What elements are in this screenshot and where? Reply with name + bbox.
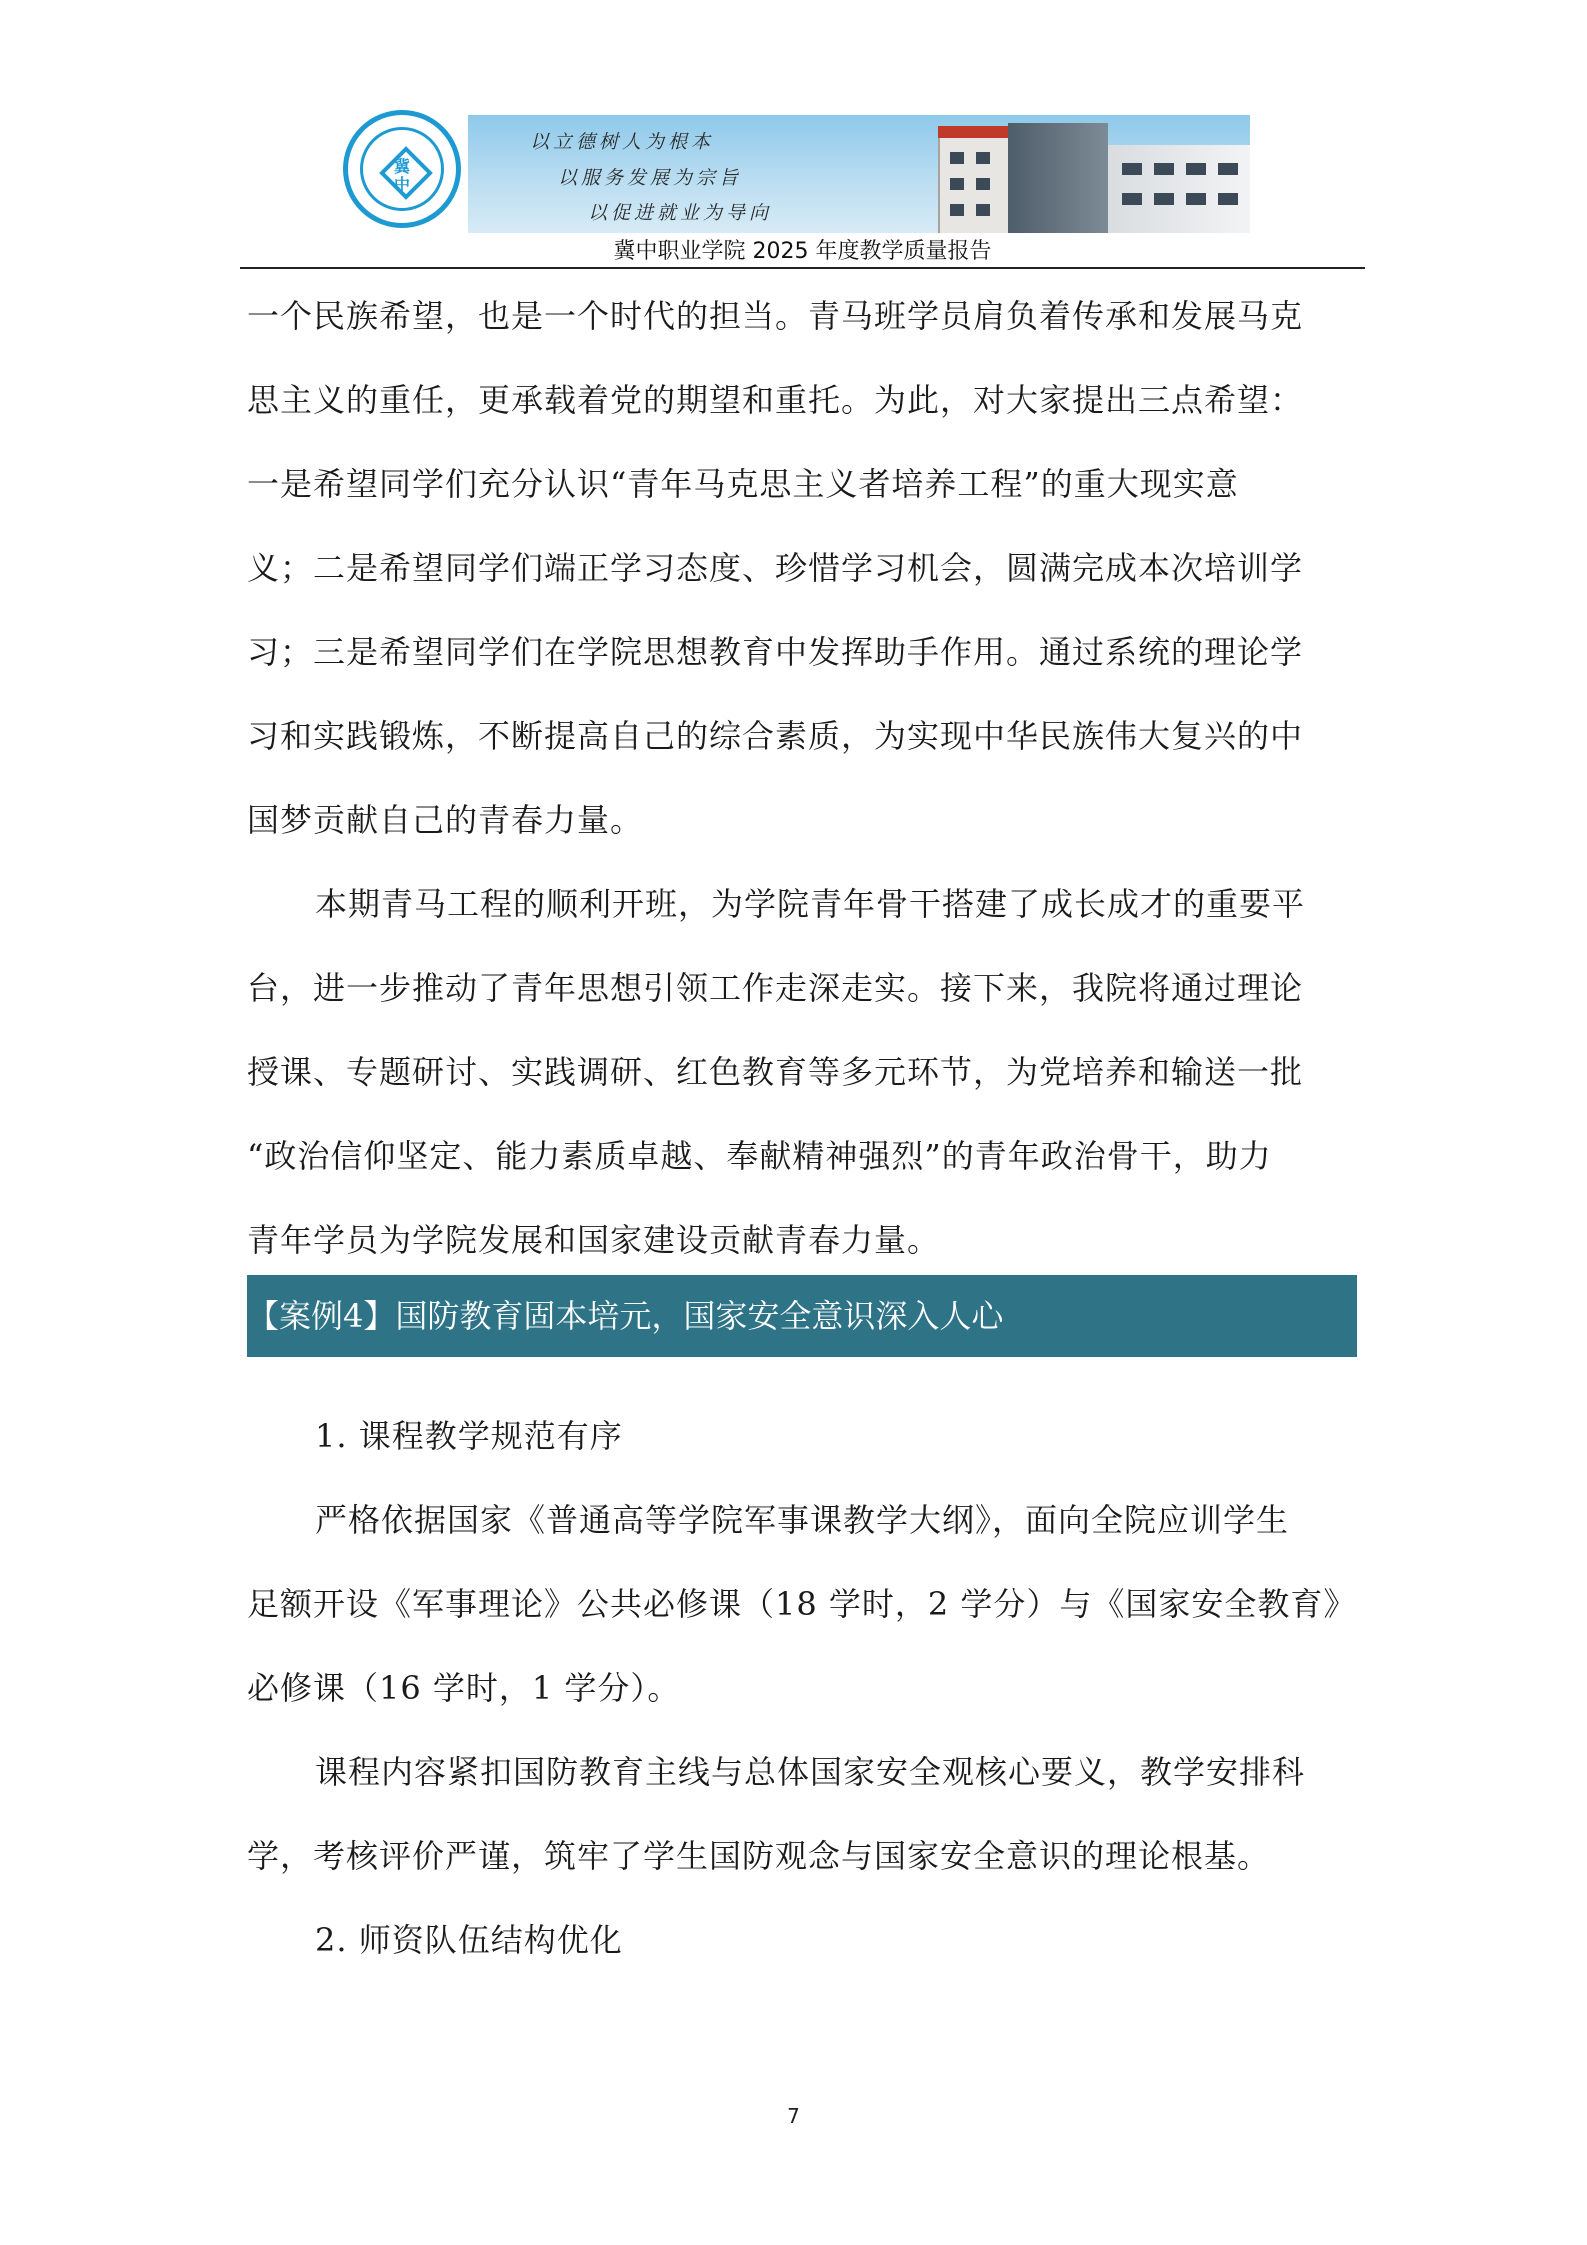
text-line: 思主义的重任，更承载着党的期望和重托。为此，对大家提出三点希望： bbox=[247, 381, 1304, 419]
paragraph-3 bbox=[247, 1494, 1357, 1746]
main-content bbox=[247, 290, 1357, 1298]
paragraph-4 bbox=[247, 1746, 1357, 1914]
header-divider bbox=[240, 267, 1365, 269]
text-line: 足额开设《军事理论》公共必修课（18 学时，2 学分）与《国家安全教育》 bbox=[247, 1585, 1357, 1623]
case-heading-box: 【案例4】国防教育固本培元，国家安全意识深入人心 bbox=[247, 1275, 1357, 1357]
page-number: 7 bbox=[787, 2104, 800, 2128]
header-banner-image bbox=[468, 115, 1250, 233]
logo-char-1: 冀 bbox=[393, 157, 410, 176]
main-content-continued bbox=[247, 1410, 1357, 1998]
paragraph-2 bbox=[247, 878, 1357, 1298]
page-header bbox=[240, 110, 1365, 270]
text-line: 必修课（16 学时，1 学分）。 bbox=[247, 1669, 681, 1707]
text-line: 一个民族希望，也是一个时代的担当。青马班学员肩负着传承和发展马克 bbox=[247, 297, 1304, 335]
building-center bbox=[1008, 123, 1108, 233]
text-line: 台，进一步推动了青年思想引领工作走深走实。接下来，我院将通过理论 bbox=[247, 969, 1304, 1007]
banner-slogan-3: 以促进就业为导向 bbox=[588, 202, 773, 224]
logo-inner-ring bbox=[360, 127, 444, 211]
text-line: “政治信仰坚定、能力素质卓越、奉献精神强烈”的青年政治骨干，助力 bbox=[247, 1137, 1272, 1175]
paragraph-1 bbox=[247, 290, 1357, 878]
text-line: 习；三是希望同学们在学院思想教育中发挥助手作用。通过系统的理论学 bbox=[247, 633, 1304, 671]
building-roof bbox=[938, 126, 1010, 138]
text-line: 一是希望同学们充分认识“青年马克思主义者培养工程”的重大现实意 bbox=[247, 465, 1239, 503]
text-line: 国梦贡献自己的青春力量。 bbox=[247, 801, 644, 839]
building-left bbox=[938, 138, 1010, 233]
text-line: 义；二是希望同学们端正学习态度、珍惜学习机会，圆满完成本次培训学 bbox=[247, 549, 1304, 587]
report-title: 冀中职业学院 2025 年度教学质量报告 bbox=[613, 239, 992, 264]
text-line: 课程内容紧扣国防教育主线与总体国家安全观核心要义，教学安排科 bbox=[315, 1753, 1306, 1791]
text-line: 学，考核评价严谨，筑牢了学生国防观念与国家安全意识的理论根基。 bbox=[247, 1837, 1271, 1875]
college-logo bbox=[343, 110, 461, 228]
text-line: 授课、专题研讨、实践调研、红色教育等多元环节，为党培养和输送一批 bbox=[247, 1053, 1304, 1091]
text-line: 严格依据国家《普通高等学院军事课教学大纲》，面向全院应训学生 bbox=[315, 1501, 1290, 1539]
text-line: 习和实践锻炼，不断提高自己的综合素质，为实现中华民族伟大复兴的中 bbox=[247, 717, 1304, 755]
section-heading-2: 2. 师资队伍结构优化 bbox=[315, 1921, 623, 1959]
logo-char-2: 中 bbox=[393, 175, 410, 194]
text-line: 青年学员为学院发展和国家建设贡献青春力量。 bbox=[247, 1221, 941, 1259]
text-line: 本期青马工程的顺利开班，为学院青年骨干搭建了成长成才的重要平 bbox=[315, 885, 1306, 923]
banner-slogan-2: 以服务发展为宗旨 bbox=[558, 167, 743, 189]
banner-slogan-1: 以立德树人为根本 bbox=[530, 131, 715, 153]
building-right bbox=[1108, 145, 1250, 233]
section-heading-1: 1. 课程教学规范有序 bbox=[315, 1417, 623, 1455]
